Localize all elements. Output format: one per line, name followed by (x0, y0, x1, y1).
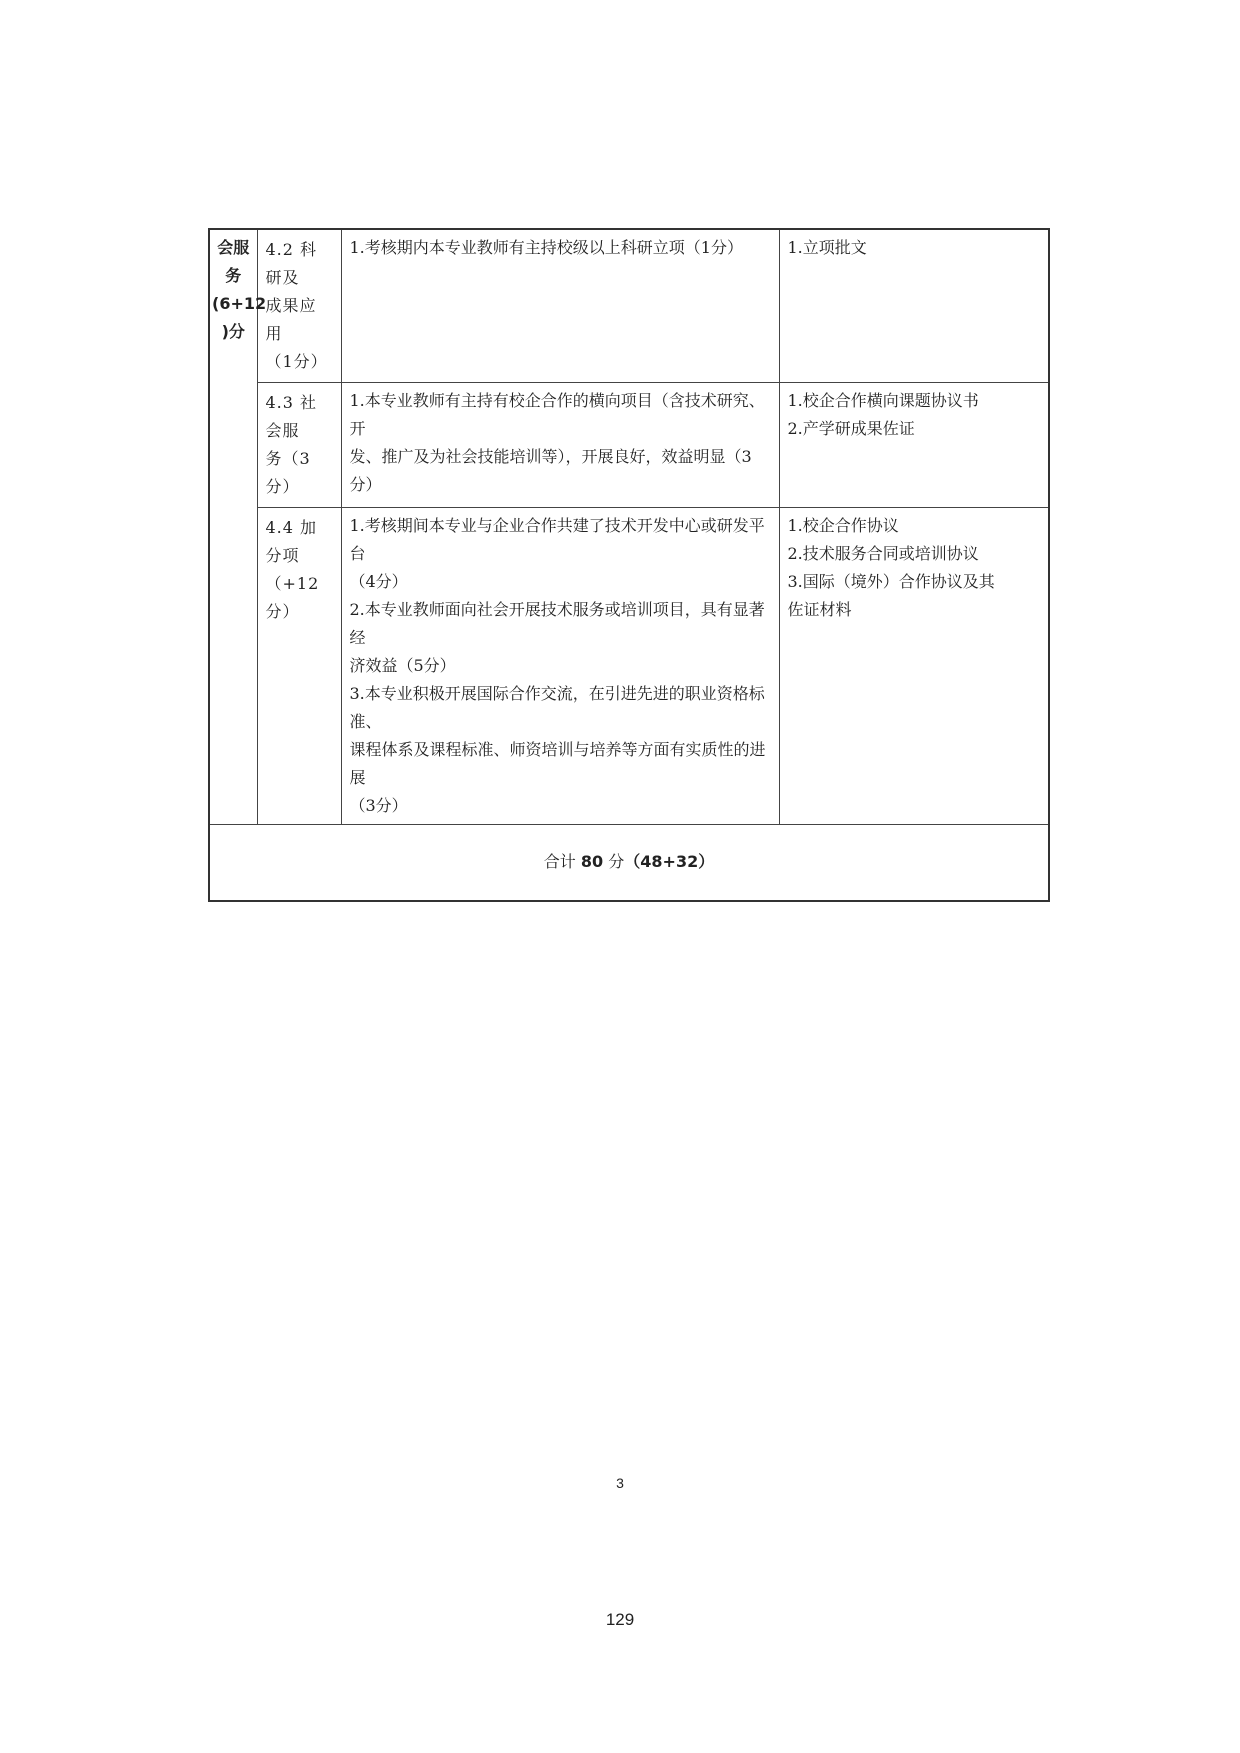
item-cell (257, 508, 341, 825)
evidence-cell (779, 508, 1049, 825)
evidence-cell (779, 229, 1049, 383)
standard-line: 1.考核期内本专业教师有主持校级以上科研立项（1分） (349, 238, 743, 257)
total-points: 80 (580, 852, 604, 872)
standard-cell (341, 508, 779, 825)
table-row (209, 383, 1049, 508)
table-row (209, 229, 1049, 383)
evidence-line: 佐证材料 (787, 600, 852, 619)
item-line: 4.2 科研及 (265, 240, 318, 287)
standard-line: 3.本专业积极开展国际合作交流，在引进先进的职业资格标准、 (349, 684, 765, 731)
evidence-line: 1.校企合作协议 (787, 516, 899, 535)
standard-line: 课程体系及课程标准、师资培训与培养等方面有实质性的进展 (349, 740, 766, 787)
category-line: 会服 (217, 238, 250, 257)
evidence-line: 3.国际（境外）合作协议及其 (787, 572, 995, 591)
item-line: 成果应用 (265, 296, 317, 343)
evidence-line: 1.校企合作横向课题协议书 (787, 391, 979, 410)
item-line: （1分） (265, 352, 328, 371)
item-line: 务（3分） (265, 449, 311, 496)
standard-cell (341, 383, 779, 508)
category-line: 务 (225, 266, 242, 285)
item-line: （+12分） (265, 574, 320, 621)
outer-page-number: 129 (605, 1610, 635, 1629)
category-line: )分 (221, 322, 245, 341)
table-row (209, 508, 1049, 825)
standard-cell (341, 229, 779, 383)
evaluation-table (208, 228, 1050, 902)
standard-line: 济效益（5分） (349, 656, 456, 675)
evidence-line: 1.立项批文 (787, 238, 867, 257)
evidence-line: 2.产学研成果佐证 (787, 419, 915, 438)
total-cell (209, 825, 1049, 901)
category-cell (209, 229, 267, 825)
evidence-line: 2.技术服务合同或培训协议 (787, 544, 979, 563)
category-line: (6+12 (212, 294, 267, 313)
inner-page-number: 3 (616, 1475, 624, 1491)
standard-line: （3分） (349, 796, 408, 815)
item-line: 4.3 社会服 (265, 393, 318, 440)
standard-line: 1.考核期间本专业与企业合作共建了技术开发中心或研发平台 (349, 516, 765, 563)
total-breakdown: （48+32） (624, 852, 715, 872)
total-row (209, 825, 1049, 901)
standard-line: 1.本专业教师有主持有校企合作的横向项目（含技术研究、开 (349, 391, 765, 438)
standard-line: （4分） (349, 572, 408, 591)
item-cell (257, 383, 341, 508)
total-unit: 分 (608, 852, 625, 872)
item-line: 4.4 加分项 (265, 518, 318, 565)
item-cell (257, 229, 341, 383)
standard-line: 2.本专业教师面向社会开展技术服务或培训项目，具有显著经 (349, 600, 765, 647)
standard-line: 发、推广及为社会技能培训等），开展良好，效益明显（3分） (349, 447, 752, 494)
evidence-cell (779, 383, 1049, 508)
total-prefix: 合计 (543, 852, 576, 872)
